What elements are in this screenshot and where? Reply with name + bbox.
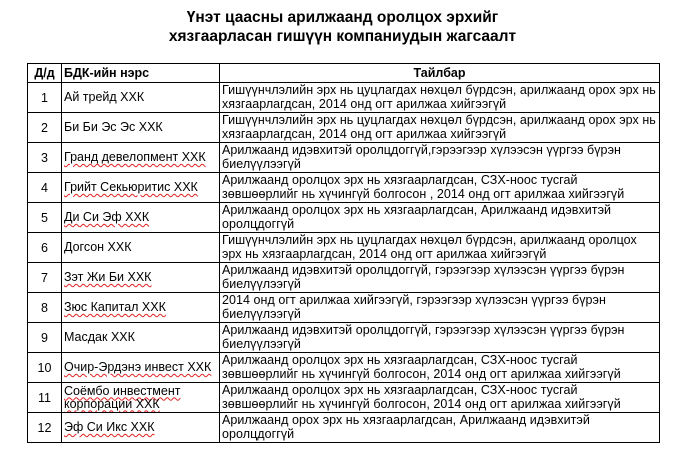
row-description: 2014 онд огт арилжаа хийгээгүй, гэрээгээр хүлээсэн үүргээ бүрэн биелүүлээгүй [220,293,660,323]
table-row [28,233,660,263]
header-name: БДК-ийн нэрс [62,64,220,83]
row-number: 6 [28,233,62,263]
row-number: 10 [28,353,62,383]
company-name: Очир-Эрдэнэ инвест ХХК [62,353,220,383]
row-description: Гишүүнчлэлийн эрх нь цуцлагдах нөхцөл бүрдсэн, арилжаанд орох эрх нь хязгаарлагдсан, 2014 онд огт арилжаа хийгээгүй [220,83,660,113]
table-row [28,173,660,203]
table-row [28,353,660,383]
header-number: Д/д [28,64,62,83]
row-number: 12 [28,413,62,443]
company-table [27,63,660,443]
company-name: Соёмбо инвестмент корпорации ХХК [62,383,220,413]
header-description: Тайлбар [220,64,660,83]
table-row [28,323,660,353]
table-row [28,113,660,143]
row-description: Арилжаанд идэвхитэй оролцдоггүй,гэрээгээр хүлээсэн үүргээ бүрэн биелүүлээгүй [220,143,660,173]
title-line-2: хязгаарласан гишүүн компаниудын жагсаалт [168,28,517,45]
row-description: Арилжаанд идэвхитэй оролцдоггүй, гэрээгээр хүлээсэн үүргээ бүрэн биелүүлээгүй [220,263,660,293]
table-row [28,83,660,113]
company-name: Ай трейд ХХК [62,83,220,113]
company-name: Би Би Эс Эс ХХК [62,113,220,143]
row-number: 8 [28,293,62,323]
row-description: Арилжаанд оролцох эрх нь хязгаарлагдсан, СЗХ-ноос тусгай зөвшөөрлийг нь хүчингүй болгосон , 2014 онд огт арилжаа хийгээгүй [220,173,660,203]
row-number: 7 [28,263,62,293]
row-number: 4 [28,173,62,203]
table-row [28,143,660,173]
row-description: Арилжаанд орох эрх нь хязгаарлагдсан, Арилжаанд идэвхитэй оролцдоггүй [220,413,660,443]
table-row [28,413,660,443]
company-name: Грийт Секьюритис ХХК [62,173,220,203]
row-description: Арилжаанд оролцох эрх нь хязгаарлагдсан, Арилжаанд идэвхитэй оролцдоггүй [220,203,660,233]
company-name: Догсон ХХК [62,233,220,263]
row-number: 9 [28,323,62,353]
company-name: Ди Си Эф ХХК [62,203,220,233]
table-row [28,263,660,293]
row-description: Арилжаанд оролцох эрх нь хязгаарлагдсан, СЗХ-ноос тусгай зөвшөөрлийг нь хүчингүй болгосон, 2014 онд огт арилжаа хийгээгүй [220,353,660,383]
row-number: 1 [28,83,62,113]
table-header-row [28,64,660,83]
row-description: Гишүүнчлэлийн эрх нь цуцлагдах нөхцөл бүрдсэн, арилжаанд оролцох эрх нь хязгаарлагдсан, 2014 онд огт арилжаа хийгээгүй [220,233,660,263]
row-number: 11 [28,383,62,413]
table-row [28,203,660,233]
row-number: 3 [28,143,62,173]
title-line-1: Үнэт цаасны арилжаанд оролцох эрхийг [186,9,499,26]
row-description: Гишүүнчлэлийн эрх нь цуцлагдах нөхцөл бүрдсэн, арилжаанд орох эрх нь хязгаарлагдсан, 2014 онд огт арилжаа хийгээгүй [220,113,660,143]
company-name: Зэт Жи Би ХХК [62,263,220,293]
document-title [0,8,685,46]
table-row [28,293,660,323]
company-name: Зюс Капитал ХХК [62,293,220,323]
company-name: Эф Си Икс ХХК [62,413,220,443]
row-description: Арилжаанд идэвхитэй оролцдоггүй, гэрээгээр хүлээсэн үүргээ бүрэн биелүүлээгүй [220,323,660,353]
row-number: 2 [28,113,62,143]
table-row [28,383,660,413]
row-description: Арилжаанд оролцох эрх нь хязгаарлагдсан, СЗХ-ноос тусгай зөвшөөрлийг нь хүчингүй болгосон, 2014 онд огт арилжаа хийгээгүй [220,383,660,413]
company-name: Масдак ХХК [62,323,220,353]
company-name: Гранд девелопмент ХХК [62,143,220,173]
row-number: 5 [28,203,62,233]
